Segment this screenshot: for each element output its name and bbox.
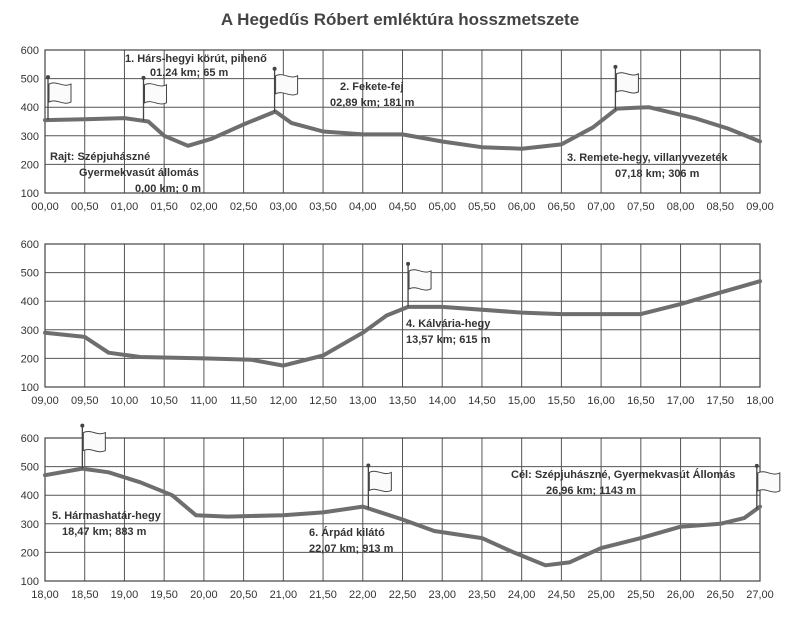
x-tick-label: 10,50 [150, 395, 178, 407]
flag-knob [273, 67, 277, 71]
y-tick-label: 200 [20, 159, 39, 172]
flag-cloth [83, 431, 105, 451]
x-tick-label: 06,50 [547, 201, 576, 213]
y-tick-label: 100 [20, 382, 39, 394]
x-tick-label: 17,50 [706, 395, 735, 407]
annotation-label: 18,47 km; 883 m [62, 526, 147, 538]
x-tick-label: 08,00 [666, 201, 695, 213]
flag-knob [406, 262, 410, 266]
x-tick-label: 02,00 [190, 201, 218, 213]
flag-icon [80, 424, 105, 469]
chart-panel-1 [21, 45, 774, 213]
y-tick-label: 200 [20, 547, 39, 560]
flag-cloth [409, 270, 431, 290]
annotation-label: 6. Árpád kilátó [309, 527, 385, 539]
y-tick-label: 400 [20, 296, 39, 309]
x-tick-label: 04,00 [349, 201, 377, 213]
x-tick-label: 08,50 [706, 201, 735, 213]
x-tick-label: 02,50 [229, 201, 258, 213]
x-tick-label: 05,50 [468, 201, 496, 213]
x-tick-label: 15,50 [547, 395, 576, 407]
chart-panel-3 [21, 424, 780, 601]
annotation-label: 02,89 km; 181 m [330, 97, 415, 109]
x-tick-label: 19,50 [150, 589, 178, 601]
flag-icon [46, 75, 71, 120]
y-tick-label: 400 [20, 102, 39, 115]
flag-knob [755, 464, 759, 468]
annotation-label: Rajt: Szépjuhászné [50, 151, 151, 163]
y-tick-label: 100 [20, 188, 39, 200]
annotation-label: 07,18 km; 306 m [615, 168, 700, 180]
flag-cloth [616, 73, 638, 93]
y-tick-label: 600 [20, 239, 39, 251]
x-tick-label: 01,50 [150, 201, 178, 213]
x-tick-label: 15,00 [507, 395, 536, 407]
x-tick-label: 22,00 [349, 589, 377, 601]
y-tick-label: 500 [20, 73, 39, 86]
x-tick-label: 20,00 [190, 589, 218, 601]
x-tick-label: 23,50 [468, 589, 496, 601]
x-tick-label: 04,50 [388, 201, 417, 213]
x-tick-label: 24,00 [507, 589, 536, 601]
x-tick-label: 07,00 [587, 201, 615, 213]
flag-knob [46, 75, 50, 79]
x-tick-label: 12,00 [269, 395, 298, 407]
x-tick-label: 10,00 [110, 395, 139, 407]
y-tick-label: 500 [20, 461, 39, 474]
chart-panel-2 [21, 239, 774, 407]
annotation-label: Gyermekvasút állomás [79, 167, 199, 179]
flag-cloth [49, 83, 71, 103]
x-tick-label: 03,00 [269, 201, 298, 213]
flag-icon [406, 262, 431, 307]
flag-icon [755, 464, 780, 509]
x-tick-label: 20,50 [229, 589, 258, 601]
flag-cloth [758, 472, 780, 492]
flag-icon [142, 76, 167, 121]
annotation-label: 3. Remete-hegy, villanyvezeték [567, 152, 728, 164]
x-tick-label: 21,00 [269, 589, 298, 601]
x-tick-label: 18,00 [746, 395, 774, 407]
annotation-label: 01,24 km; 65 m [150, 67, 229, 79]
x-tick-label: 25,50 [627, 589, 655, 601]
x-tick-label: 06,00 [507, 201, 536, 213]
x-tick-label: 16,00 [587, 395, 615, 407]
x-tick-label: 01,00 [110, 201, 139, 213]
x-tick-label: 11,00 [190, 395, 218, 407]
y-tick-label: 100 [20, 576, 39, 588]
x-tick-label: 07,50 [627, 201, 655, 213]
flag-icon [273, 67, 298, 112]
x-tick-label: 00,00 [31, 201, 59, 213]
annotation-label: 13,57 km; 615 m [406, 334, 491, 346]
x-tick-label: 13,00 [349, 395, 377, 407]
x-tick-label: 19,00 [110, 589, 139, 601]
x-tick-label: 16,50 [627, 395, 655, 407]
y-tick-label: 500 [20, 267, 39, 280]
x-tick-label: 05,00 [428, 201, 456, 213]
x-tick-label: 00,50 [70, 201, 99, 213]
flag-cloth [369, 471, 391, 491]
y-tick-label: 600 [20, 45, 39, 57]
x-tick-label: 12,50 [309, 395, 337, 407]
flag-knob [80, 424, 84, 428]
flag-icon [366, 463, 391, 508]
flag-cloth [276, 75, 298, 95]
flag-knob [613, 65, 617, 69]
y-tick-label: 300 [20, 518, 39, 531]
x-tick-label: 26,50 [706, 589, 735, 601]
annotation-label: 1. Hárs-hegyi körút, pihenő [125, 53, 267, 65]
x-tick-label: 18,00 [31, 589, 59, 601]
flag-knob [142, 76, 146, 80]
x-tick-label: 21,50 [309, 589, 337, 601]
y-tick-label: 400 [20, 490, 39, 503]
x-tick-label: 09,00 [746, 201, 774, 213]
flag-knob [366, 463, 370, 467]
x-tick-label: 14,50 [468, 395, 496, 407]
annotation-label: 0,00 km; 0 m [135, 183, 202, 195]
y-tick-label: 200 [20, 353, 39, 366]
x-tick-label: 18,50 [70, 589, 99, 601]
x-tick-label: 14,00 [428, 395, 456, 407]
flag-cloth [145, 84, 167, 104]
y-tick-label: 300 [20, 130, 39, 143]
x-tick-label: 03,50 [309, 201, 337, 213]
x-tick-label: 27,00 [746, 589, 774, 601]
x-tick-label: 17,00 [666, 395, 695, 407]
annotation-label: 22,07 km; 913 m [309, 543, 394, 555]
x-tick-label: 09,50 [70, 395, 99, 407]
annotation-label: 2. Fekete-fej [340, 81, 404, 93]
x-tick-label: 23,00 [428, 589, 456, 601]
x-tick-label: 25,00 [587, 589, 615, 601]
annotation-label: 5. Hármashatár-hegy [52, 510, 161, 522]
annotation-label: Cél: Szépjuhászné, Gyermekvasút Állomás [511, 469, 736, 481]
annotation-label: 4. Kálvária-hegy [406, 318, 491, 330]
x-tick-label: 09,00 [31, 395, 59, 407]
y-tick-label: 300 [20, 324, 39, 337]
x-tick-label: 26,00 [666, 589, 695, 601]
x-tick-label: 13,50 [388, 395, 417, 407]
y-tick-label: 600 [20, 433, 39, 445]
page-title: A Hegedűs Róbert emléktúra hosszmetszete [220, 10, 580, 29]
annotation-label: 26,96 km; 1143 m [546, 485, 636, 497]
x-tick-label: 24,50 [547, 589, 576, 601]
x-tick-label: 22,50 [388, 589, 417, 601]
flag-icon [613, 65, 638, 110]
x-tick-label: 11,50 [230, 395, 257, 407]
